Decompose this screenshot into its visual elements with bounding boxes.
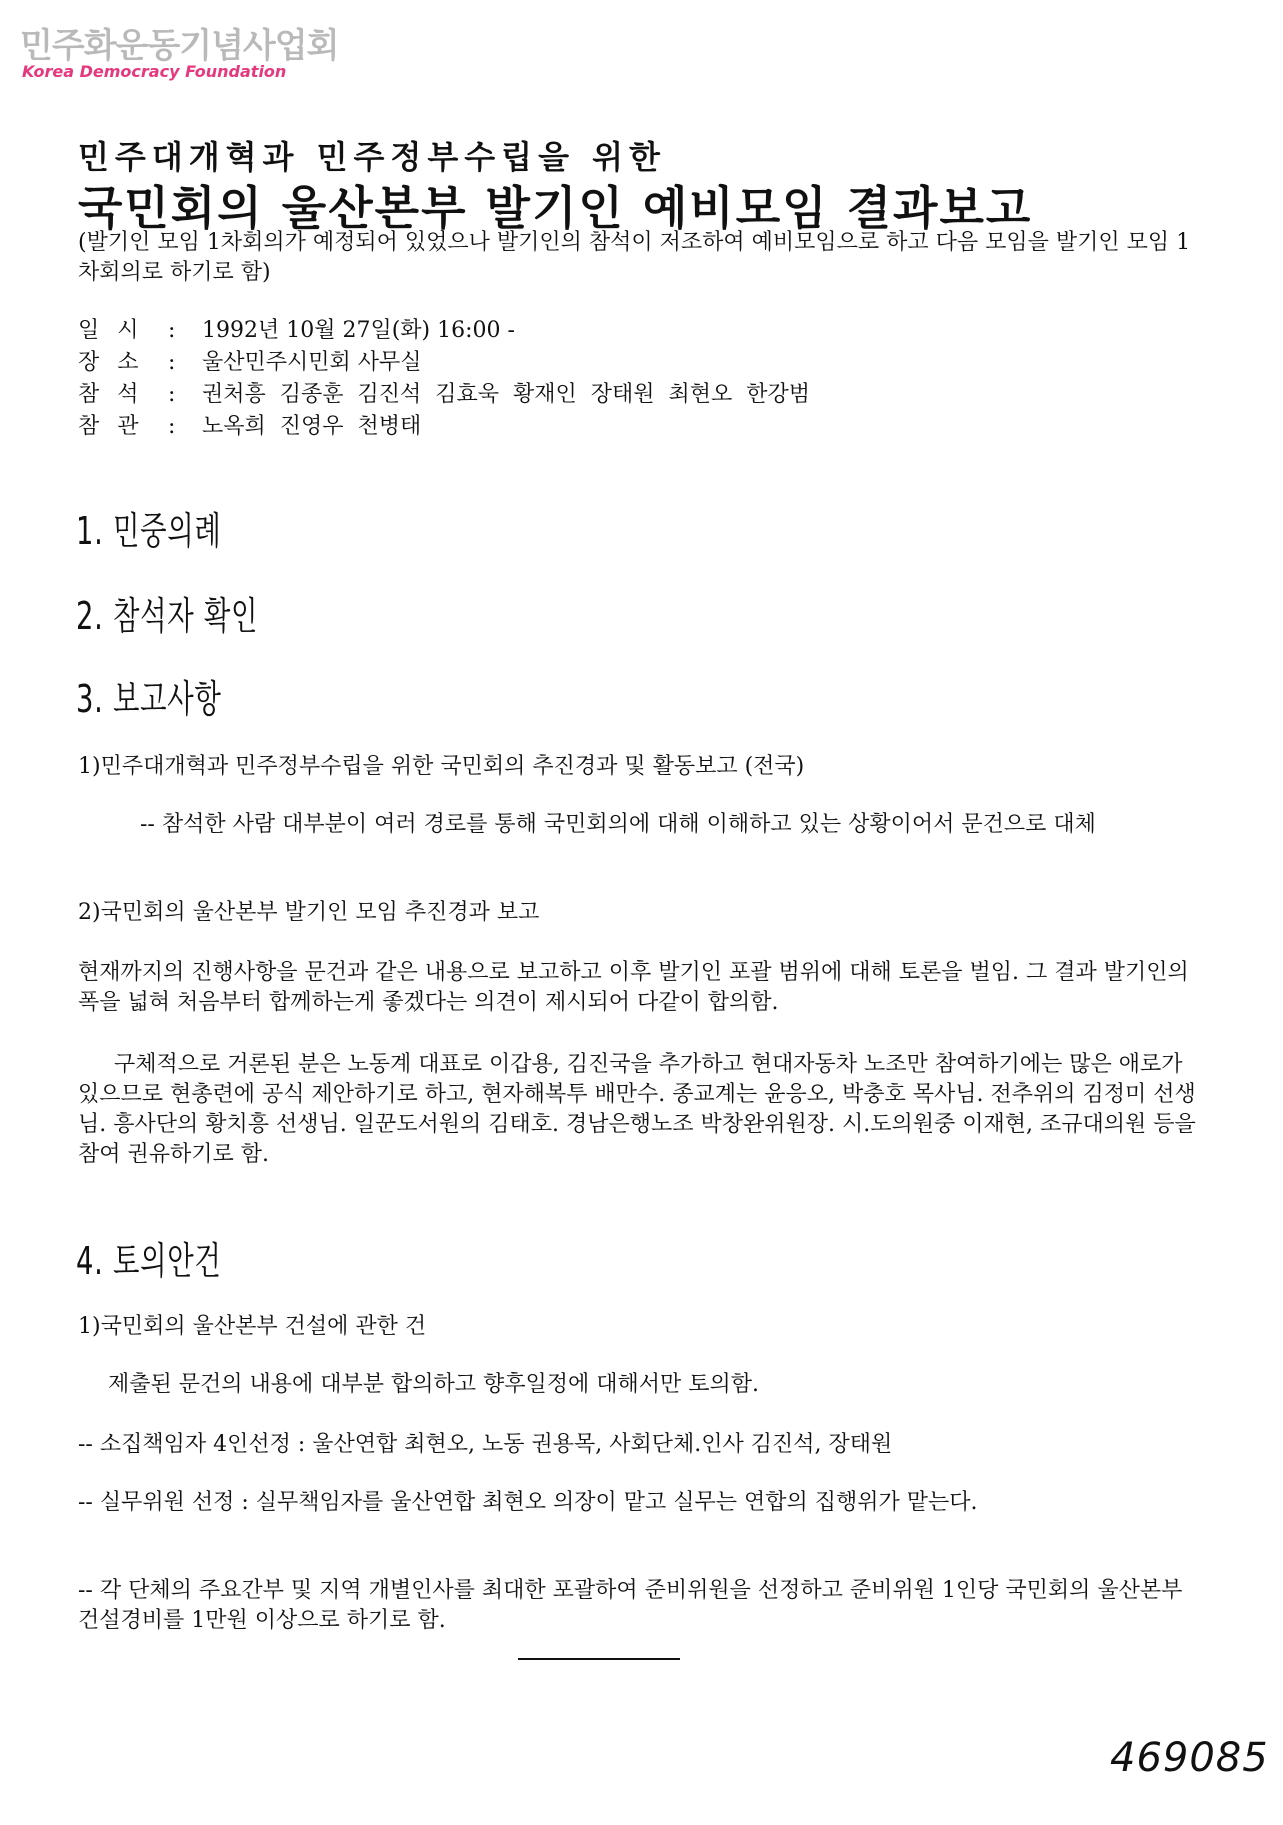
meta-value: 울산민주시민회 사무실 xyxy=(202,350,422,375)
section-heading-1: 1. 민중의례 xyxy=(76,509,222,553)
agenda-bullet-3: -- 각 단체의 주요간부 및 지역 개별인사를 최대한 포괄하여 준비위원을 선정하고 준비위원 1인당 국민회의 울산본부 건설경비를 1만원 이상으로 하기로 함. xyxy=(78,1578,1183,1633)
section-heading-2: 2. 참석자 확인 xyxy=(76,594,259,638)
report-item-1-detail: -- 참석한 사람 대부분이 여러 경로를 통해 국민회의에 대해 이해하고 있는 상황이어서 문건으로 대체 xyxy=(140,812,1096,837)
section-heading-4: 4. 토의안건 xyxy=(76,1239,222,1283)
meeting-info-place xyxy=(78,347,810,379)
meta-key: 참관 xyxy=(78,414,157,439)
meta-sep: : xyxy=(168,382,176,407)
meeting-info-date xyxy=(78,315,810,347)
report-item-2-paragraph-1: 현재까지의 진행사항을 문건과 같은 내용으로 보고하고 이후 발기인 포괄 범위에 대해 토론을 벌임. 그 결과 발기인의 폭을 넓혀 처음부터 합께하는게 좋겠다는 의견이 제시되어 다같이 합의함. xyxy=(78,960,1189,1015)
meta-key: 일시 xyxy=(78,318,157,343)
foundation-logo-english: Korea Democracy Foundation xyxy=(22,62,287,81)
meeting-info-attendees xyxy=(78,379,810,411)
agenda-bullet-2: -- 실무위원 선정 : 실무책임자를 울산연합 최현오 의장이 맡고 실무는 연합의 집행위가 맡는다. xyxy=(78,1490,978,1515)
meta-sep: : xyxy=(168,318,176,343)
meta-value: 노옥희 진영우 천병태 xyxy=(202,414,422,439)
agenda-bullet-1: -- 소집책임자 4인선정 : 울산연합 최현오, 노동 권용목, 사회단체.인사 김진석, 장태원 xyxy=(78,1432,893,1457)
meeting-info-observers xyxy=(78,411,810,443)
meeting-info xyxy=(78,315,810,443)
agenda-summary: 제출된 문건의 내용에 대부분 합의하고 향후일정에 대해서만 토의함. xyxy=(108,1372,760,1397)
report-item-2-paragraph-2: 구체적으로 거론된 분은 노동계 대표로 이갑용, 김진국을 추가하고 현대자동차 노조만 참여하기에는 많은 애로가 있으므로 현총련에 공식 제안하기로 하고, 현자해복투 배만수. 종교계는 윤응오, 박충호 목사님. 전추위의 김정미 선생님. 흥사단의 황치흥 선생님. 일꾼도서원의 김태호. 경남은행노조 박창완위원장. 시.도의원중 이재현, 조규대의원 등을 참여 권유하기로 함. xyxy=(78,1052,1196,1167)
handwritten-archive-number: 469085 xyxy=(1110,1735,1269,1781)
meta-value: 1992년 10월 27일(화) 16:00 - xyxy=(202,318,515,343)
section-heading-3: 3. 보고사항 xyxy=(76,677,222,721)
document-title-line2: 국민회의 울산본부 발기인 예비모임 결과보고 xyxy=(78,181,1033,235)
meta-sep: : xyxy=(168,350,176,375)
foundation-logo-korean: 민주화운동기념사업회 xyxy=(20,26,339,66)
closing-divider xyxy=(518,1658,680,1660)
agenda-item-1: 1)국민회의 울산본부 건설에 관한 건 xyxy=(78,1314,427,1339)
meta-key: 장소 xyxy=(78,350,157,375)
document-note: (발기인 모임 1차회의가 예정되어 있었으나 발기인의 참석이 저조하여 예비모임으로 하고 다음 모임을 발기인 모임 1차회의로 하기로 함) xyxy=(78,230,1191,285)
report-item-2: 2)국민회의 울산본부 발기인 모임 추진경과 보고 xyxy=(78,900,540,925)
document-title-line1: 민주대개혁과 민주정부수립을 위한 xyxy=(78,138,666,176)
report-item-1: 1)민주대개혁과 민주정부수립을 위한 국민회의 추진경과 및 활동보고 (전국) xyxy=(78,754,805,779)
meta-sep: : xyxy=(168,414,176,439)
meta-key: 참석 xyxy=(78,382,157,407)
meta-value: 권처흥 김종훈 김진석 김효욱 황재인 장태원 최현오 한강범 xyxy=(202,382,810,407)
